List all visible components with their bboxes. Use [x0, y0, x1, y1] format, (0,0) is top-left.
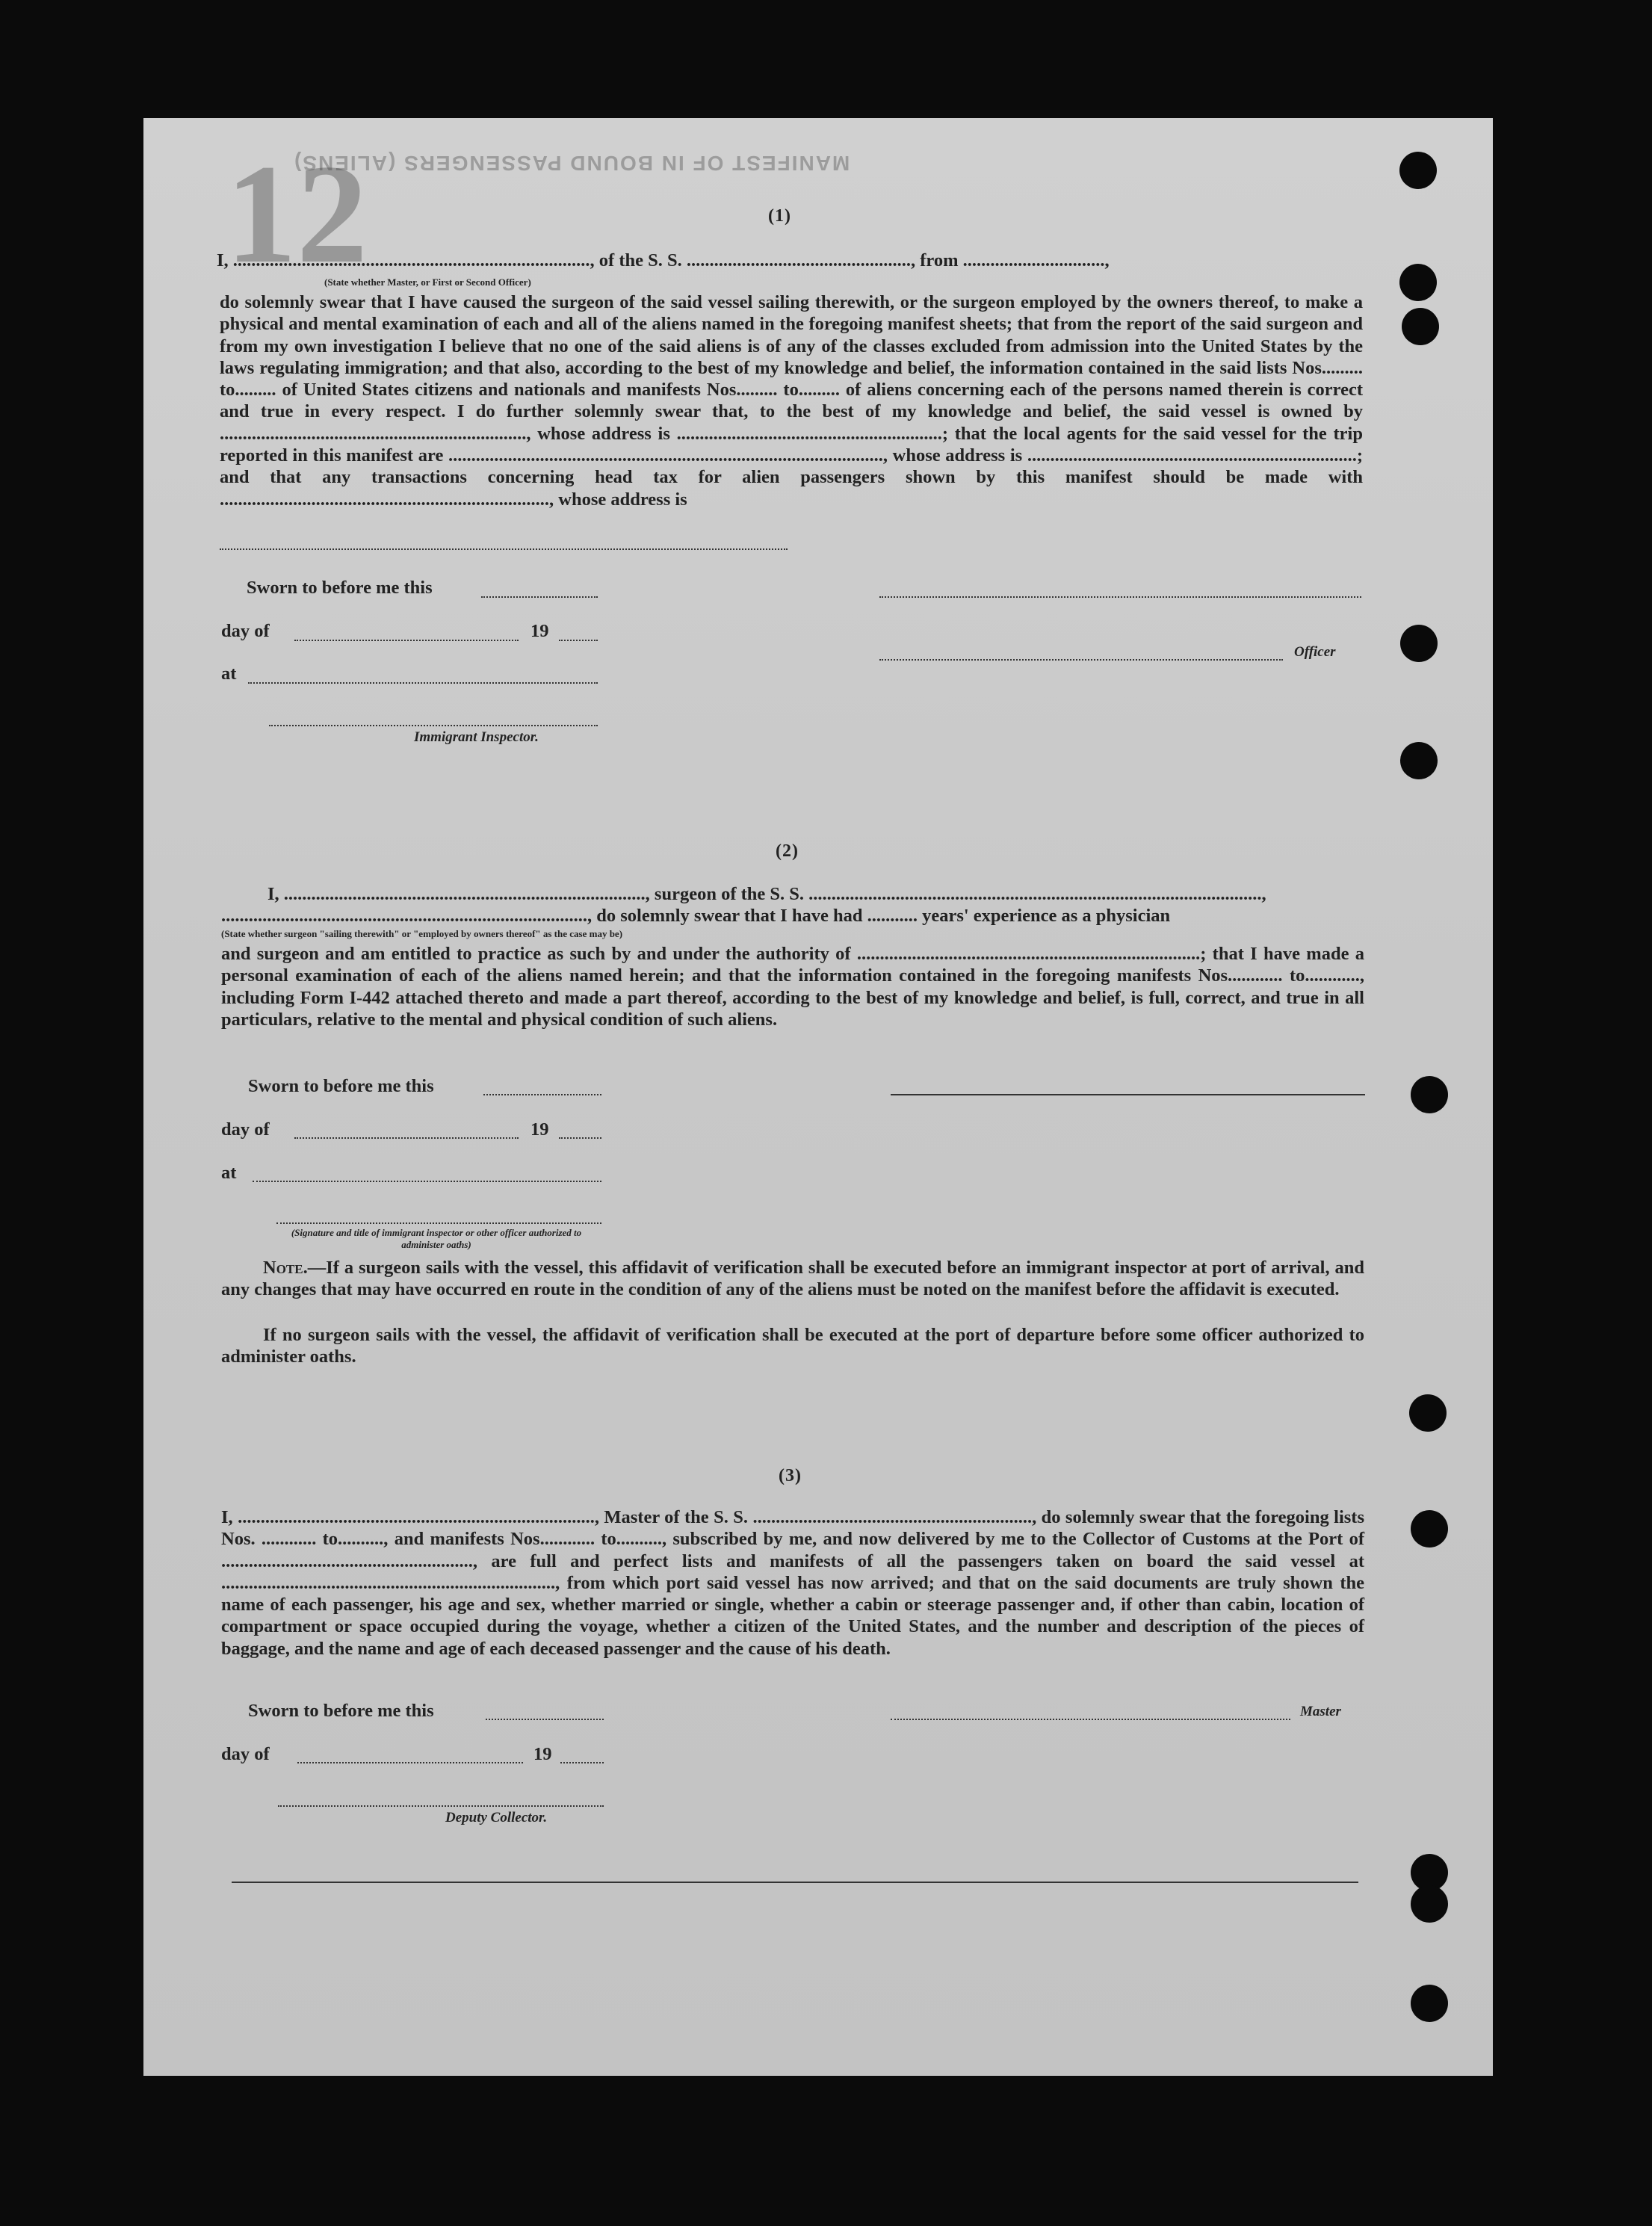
section-1-year-line: [559, 640, 598, 641]
section-2-number: (2): [776, 841, 799, 861]
section-1-at-line: [248, 682, 598, 684]
section-2-day-label: day of: [221, 1119, 270, 1140]
section-1-day-label: day of: [221, 621, 270, 641]
section-1-signature-line: [879, 596, 1361, 598]
section-3-collector-line: [278, 1805, 604, 1807]
section-2-at-label: at: [221, 1163, 237, 1183]
section-3-year-label: 19: [533, 1744, 552, 1764]
note-heading: Note.: [263, 1258, 308, 1278]
section-1-year-label: 19: [530, 621, 549, 641]
section-3-collector-label: Deputy Collector.: [445, 1810, 548, 1825]
punch-hole: [1409, 1394, 1447, 1432]
section-1-number: (1): [768, 206, 791, 226]
section-3-day-line: [297, 1762, 523, 1763]
section-1-at-label: at: [221, 664, 237, 684]
punch-hole: [1399, 264, 1437, 301]
section-3-master-label: Master: [1300, 1704, 1341, 1719]
manifest-page: [143, 118, 1493, 2076]
punch-hole: [1399, 152, 1437, 189]
section-2-opening-line: I, ..............................................................................., surgeon of the S. S. ...................................................................................................,: [267, 884, 1266, 904]
section-3-number: (3): [779, 1466, 802, 1485]
section-2-day-line: [294, 1137, 519, 1139]
section-2-at-line: [253, 1181, 601, 1182]
section-1-day-line: [294, 640, 519, 641]
section-1-officer-label: Officer: [1294, 644, 1336, 660]
section-2-note-second: If no surgeon sails with the vessel, the affidavit of verification shall be executed at the port of departure before some officer authorized to administer oaths.: [221, 1325, 1364, 1367]
section-2-note: [221, 1257, 1364, 1301]
section-2-sworn-label: Sworn to before me this: [248, 1076, 434, 1096]
section-3-sworn-label: Sworn to before me this: [248, 1701, 434, 1721]
section-3-year-line: [560, 1762, 604, 1763]
bleed-through-header: MANIFEST OF IN BOUND PASSENGERS (ALIENS): [293, 152, 850, 175]
stamp-mark: 12: [226, 136, 368, 293]
punch-hole: [1402, 308, 1439, 345]
section-1-address-line: [220, 548, 788, 550]
section-3-sworn-line: [486, 1719, 604, 1720]
section-2-year-label: 19: [530, 1119, 549, 1140]
section-1-officer-note: (State whether Master, or First or Second Officer): [324, 276, 531, 288]
section-3-oath-text: I, .............................................................................., Master of the S. S. ............................................................., do solemnly swear that the foregoing lists Nos. ............ to.........., and manifests Nos............ to.........., subscribed by me, and now delivered by me to the Collector of Customs at the Port of ......................................................., are full and perfect lists and manifests of all the passengers taken on board the said vessel at ........................................................................., from which port said vessel has now arrived; and that on the said documents are truly shown the name of each passenger, his age and sex, whether married or single, whether a cabin or steerage passenger and, if other than cabin, location of compartment or space occupied during the voyage, whether a citizen of the United States, and the number and description of the pieces of baggage, and the name and age of each deceased passenger and the cause of his death.: [221, 1507, 1364, 1659]
section-2-experience-line: ................................................................................, do solemnly swear that I have had ........... years' experience as a physician: [221, 906, 1171, 926]
punch-hole: [1411, 1985, 1448, 2022]
section-1-inspector-label: Immigrant Inspector.: [414, 729, 539, 745]
section-1-opening-line: I, .............................................................................., of the S. S. ................................................., from ...............................,: [217, 250, 1110, 270]
note-body: —If a surgeon sails with the vessel, this affidavit of verification shall be executed before an immigrant inspector at port of arrival, and any changes that may have occurred en route in the condition of any of the aliens must be noted on the manifest before the affidavit is executed.: [221, 1258, 1364, 1300]
section-2-signature-line: [891, 1094, 1365, 1095]
bottom-rule: [232, 1882, 1358, 1883]
section-3-day-label: day of: [221, 1744, 270, 1764]
section-1-sworn-label: Sworn to before me this: [247, 578, 433, 598]
section-1-inspector-line: [269, 725, 598, 726]
punch-hole: [1411, 1885, 1448, 1923]
section-1-officer-line: [879, 659, 1283, 661]
punch-hole: [1411, 1076, 1448, 1113]
section-1-oath-text: do solemnly swear that I have caused the surgeon of the said vessel sailing therewith, or the surgeon employed by the owners thereof, to make a physical and mental examination of each and all of the aliens named in the foregoing manifest sheets; that from the report of the said surgeon and from my own investigation I believe that no one of the said aliens is of any of the classes excluded from admission into the United States by the laws regulating immigration; and that also, according to the best of my knowledge and belief, the information contained in the said lists Nos......... to......... of United States citizens and nationals and manifests Nos......... to......... of aliens concerning each of the persons named therein is correct and true in every respect. I do further solemnly swear that, to the best of my knowledge and belief, the said vessel is owned by ..................................................................., whose address is ..........................................................; that the local agents for the said vessel for the trip reported in this manifest are ..............................................................................................., whose address is ........................................................................; and that any transactions concerning head tax for alien passengers shown by this manifest should be made with ........................................................................, whose address is: [220, 292, 1363, 510]
section-2-signature-note: (Signature and title of immigrant inspector or other officer authorized to administer oaths): [291, 1227, 582, 1250]
punch-hole: [1411, 1510, 1448, 1548]
section-2-surgeon-note: (State whether surgeon "sailing therewith" or "employed by owners thereof" as the case may be): [221, 928, 623, 939]
punch-hole: [1400, 625, 1438, 662]
section-2-inspector-line: [276, 1222, 601, 1224]
punch-hole: [1400, 742, 1438, 779]
section-1-sworn-line: [481, 596, 598, 598]
section-3-master-line: [891, 1719, 1290, 1720]
section-2-year-line: [559, 1137, 601, 1139]
section-2-sworn-line: [483, 1094, 601, 1095]
section-2-oath-text: and surgeon and am entitled to practice as such by and under the authority of ...........................................................................; that I have made a personal examination of each of the aliens named herein; and that the information contained in the foregoing manifests Nos............ to............, including Form I-442 attached thereto and made a part thereof, according to the best of my knowledge and belief, is full, correct, and true in all particulars, relative to the mental and physical condition of such aliens.: [221, 944, 1364, 1030]
